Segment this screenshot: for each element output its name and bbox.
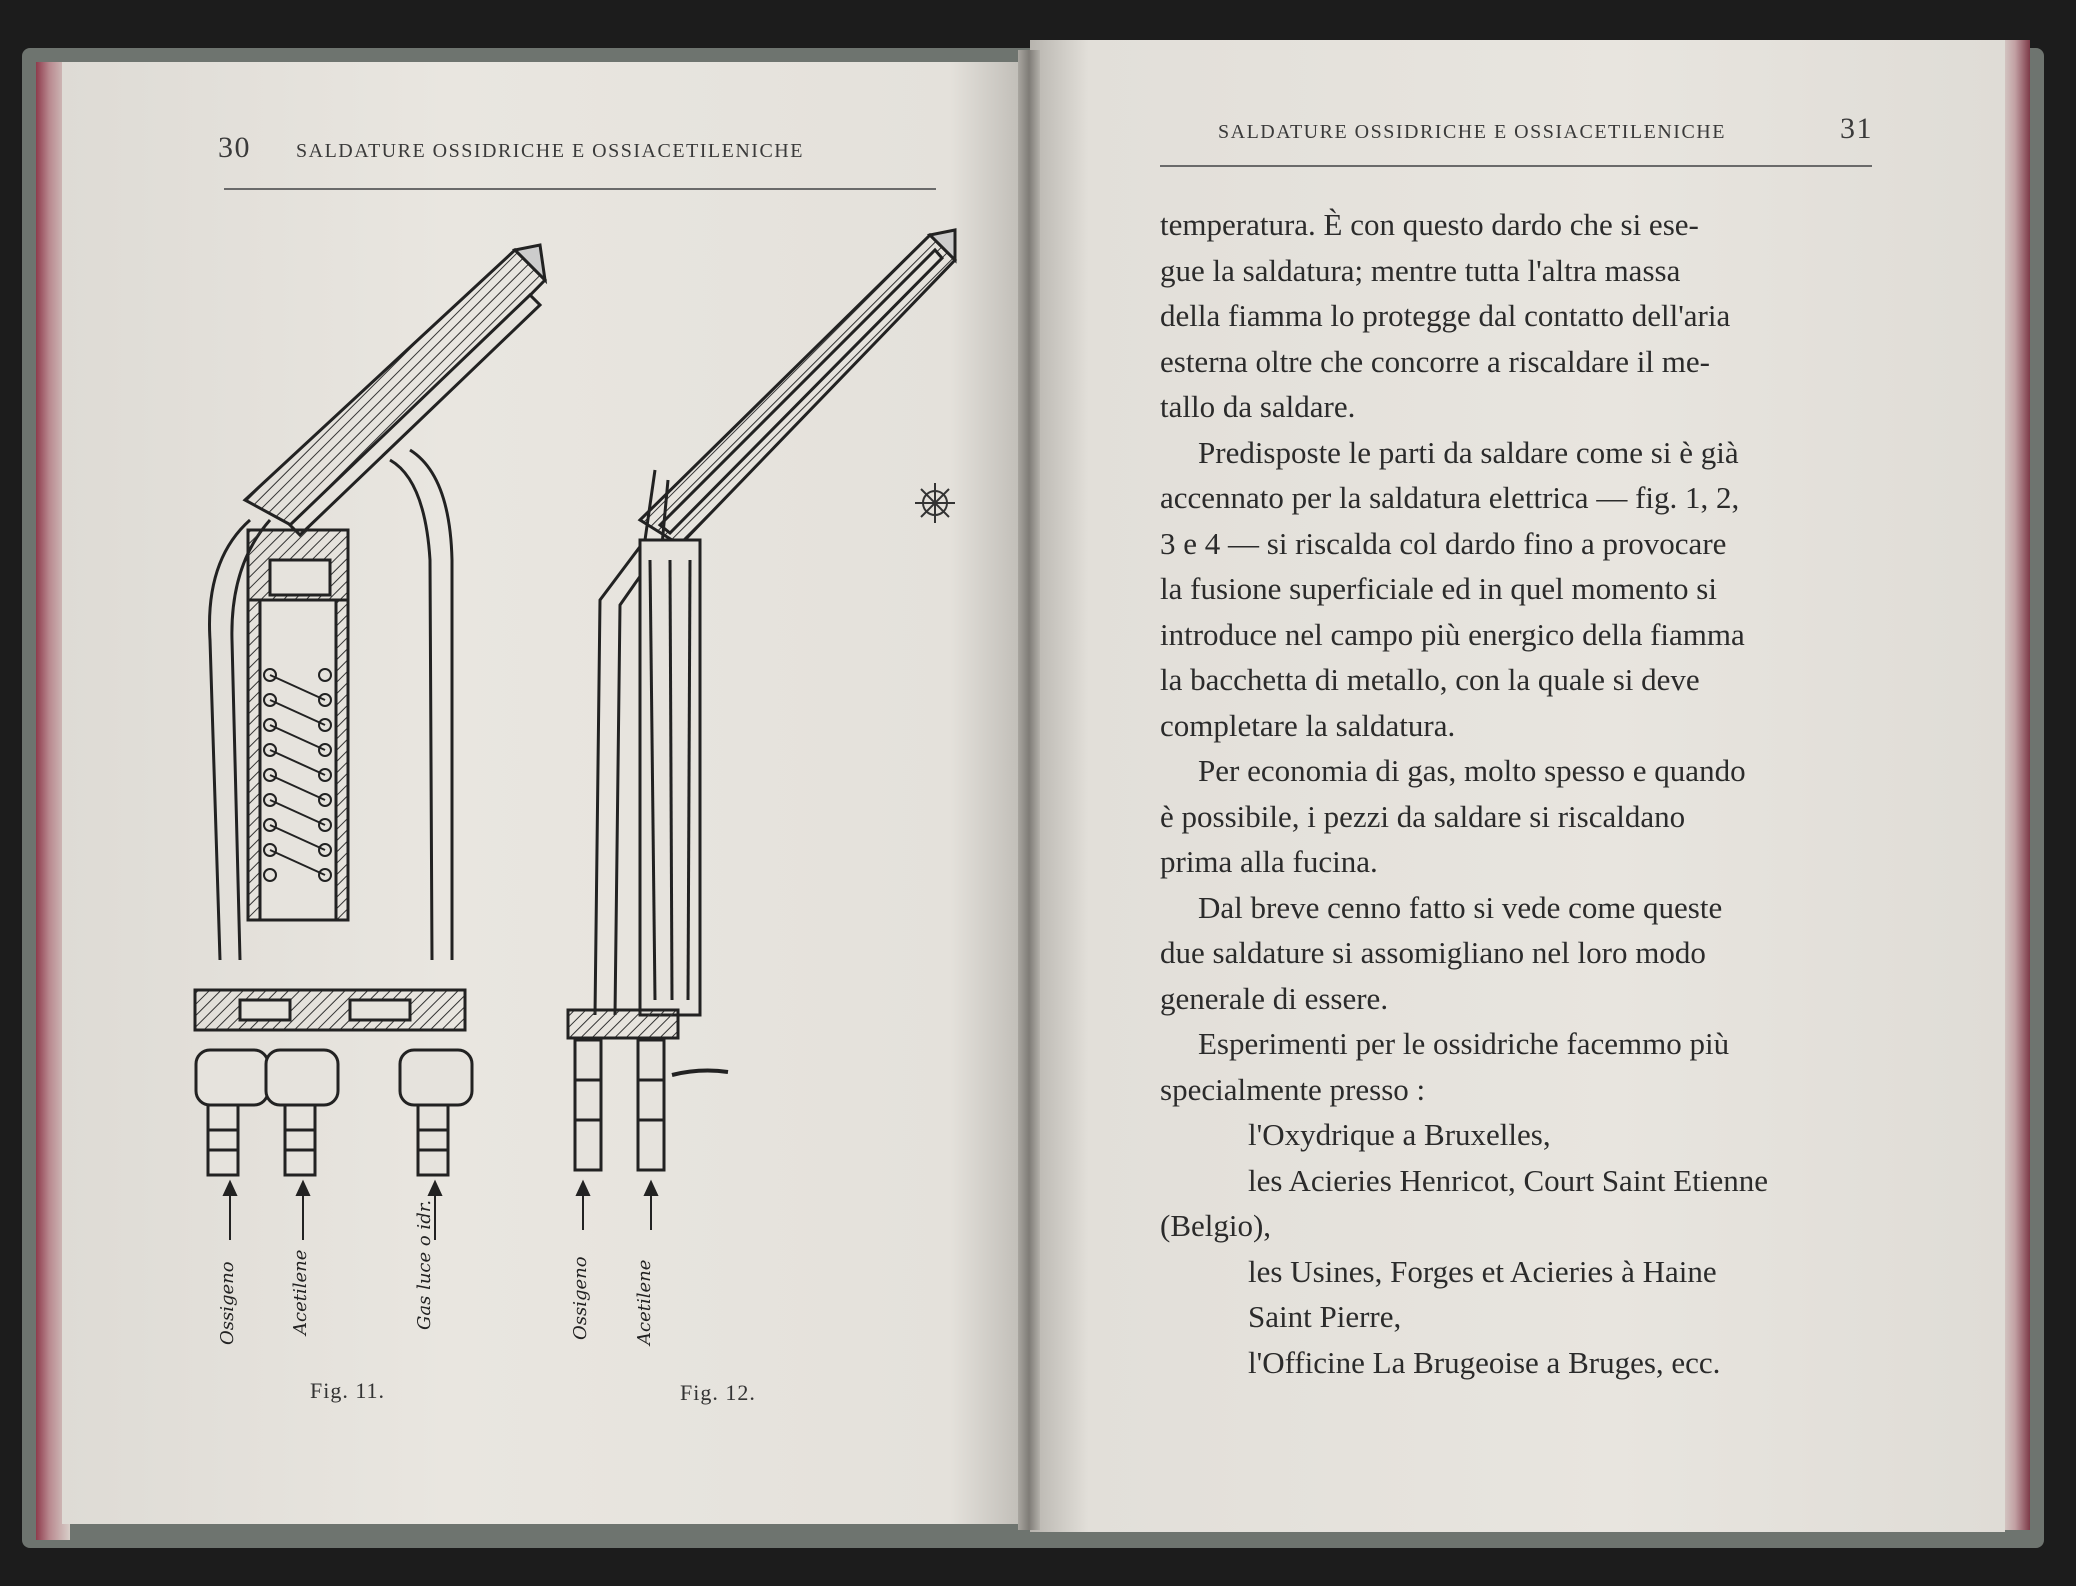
text-line: Saint Pierre, — [1248, 1299, 1402, 1334]
text-line: (Belgio), — [1160, 1208, 1272, 1243]
text-line: Predisposte le parti da saldare come si è già — [1198, 434, 1739, 470]
text-line: Dal breve cenno fatto si vede come queste — [1198, 889, 1723, 925]
text-line: specialmente presso : — [1160, 1071, 1426, 1107]
fig11-label-gas-luce: Gas luce o idr. — [414, 1199, 435, 1330]
text-line: temperatura. È con questo dardo che si ese- — [1160, 207, 1699, 242]
text-line: introduce nel campo più energico della fiamma — [1160, 616, 1745, 652]
text-line: les Usines, Forges et Acieries à Haine — [1248, 1253, 1717, 1289]
running-title-left: SALDATURE OSSIDRICHE E OSSIACETILENICHE — [296, 140, 804, 162]
fig12-label-ossigeno: Ossigeno — [570, 1256, 591, 1340]
text-line: les Acieries Henricot, Court Saint Etienne — [1248, 1162, 1768, 1198]
text-line: 3 e 4 — si riscalda col dardo fino a provocare — [1160, 525, 1727, 561]
printer-ornament — [915, 483, 955, 523]
text-line: generale di essere. — [1160, 980, 1389, 1016]
running-title-right: SALDATURE OSSIDRICHE E OSSIACETILENICHE — [1218, 121, 1726, 143]
text-line: completare la saldatura. — [1160, 707, 1456, 743]
fig-11-caption: Fig. 11. — [310, 1378, 386, 1403]
text-line: la fusione superficiale ed in quel momento si — [1160, 571, 1717, 606]
text-line: prima alla fucina. — [1160, 844, 1378, 879]
fig11-label-acetilene: Acetilene — [290, 1249, 311, 1335]
text-line: due saldature si assomigliano nel loro modo — [1160, 935, 1706, 970]
text-line: esterna oltre che concorre a riscaldare il me- — [1160, 343, 1710, 379]
text-line: accennato per la saldatura elettrica — fig. 1, 2, — [1160, 480, 1740, 515]
fig-11-drawing — [195, 245, 545, 1240]
text-line: gue la saldatura; mentre tutta l'altra massa — [1160, 252, 1681, 288]
fig-12-drawing — [568, 230, 955, 1230]
text-line: tallo da saldare. — [1160, 389, 1356, 424]
text-line: della fiamma lo protegge dal contatto dell'aria — [1160, 298, 1731, 333]
fig-12-caption: Fig. 12. — [680, 1380, 756, 1405]
page-number-right: 31 — [1840, 112, 1873, 145]
fig11-label-ossigeno: Ossigeno — [217, 1261, 238, 1345]
right-page-body — [1160, 202, 1900, 1385]
fig12-label-acetilene: Acetilene — [634, 1259, 655, 1345]
text-line: è possibile, i pezzi da saldare si riscaldano — [1160, 798, 1686, 834]
text-line: l'Officine La Brugeoise a Bruges, ecc. — [1248, 1344, 1721, 1380]
text-line: l'Oxydrique a Bruxelles, — [1248, 1117, 1551, 1152]
page-number-left: 30 — [218, 131, 251, 164]
text-line: Per economia di gas, molto spesso e quando — [1198, 753, 1746, 788]
text-line: la bacchetta di metallo, con la quale si deve — [1160, 662, 1700, 697]
text-line: Esperimenti per le ossidriche facemmo più — [1198, 1026, 1730, 1061]
